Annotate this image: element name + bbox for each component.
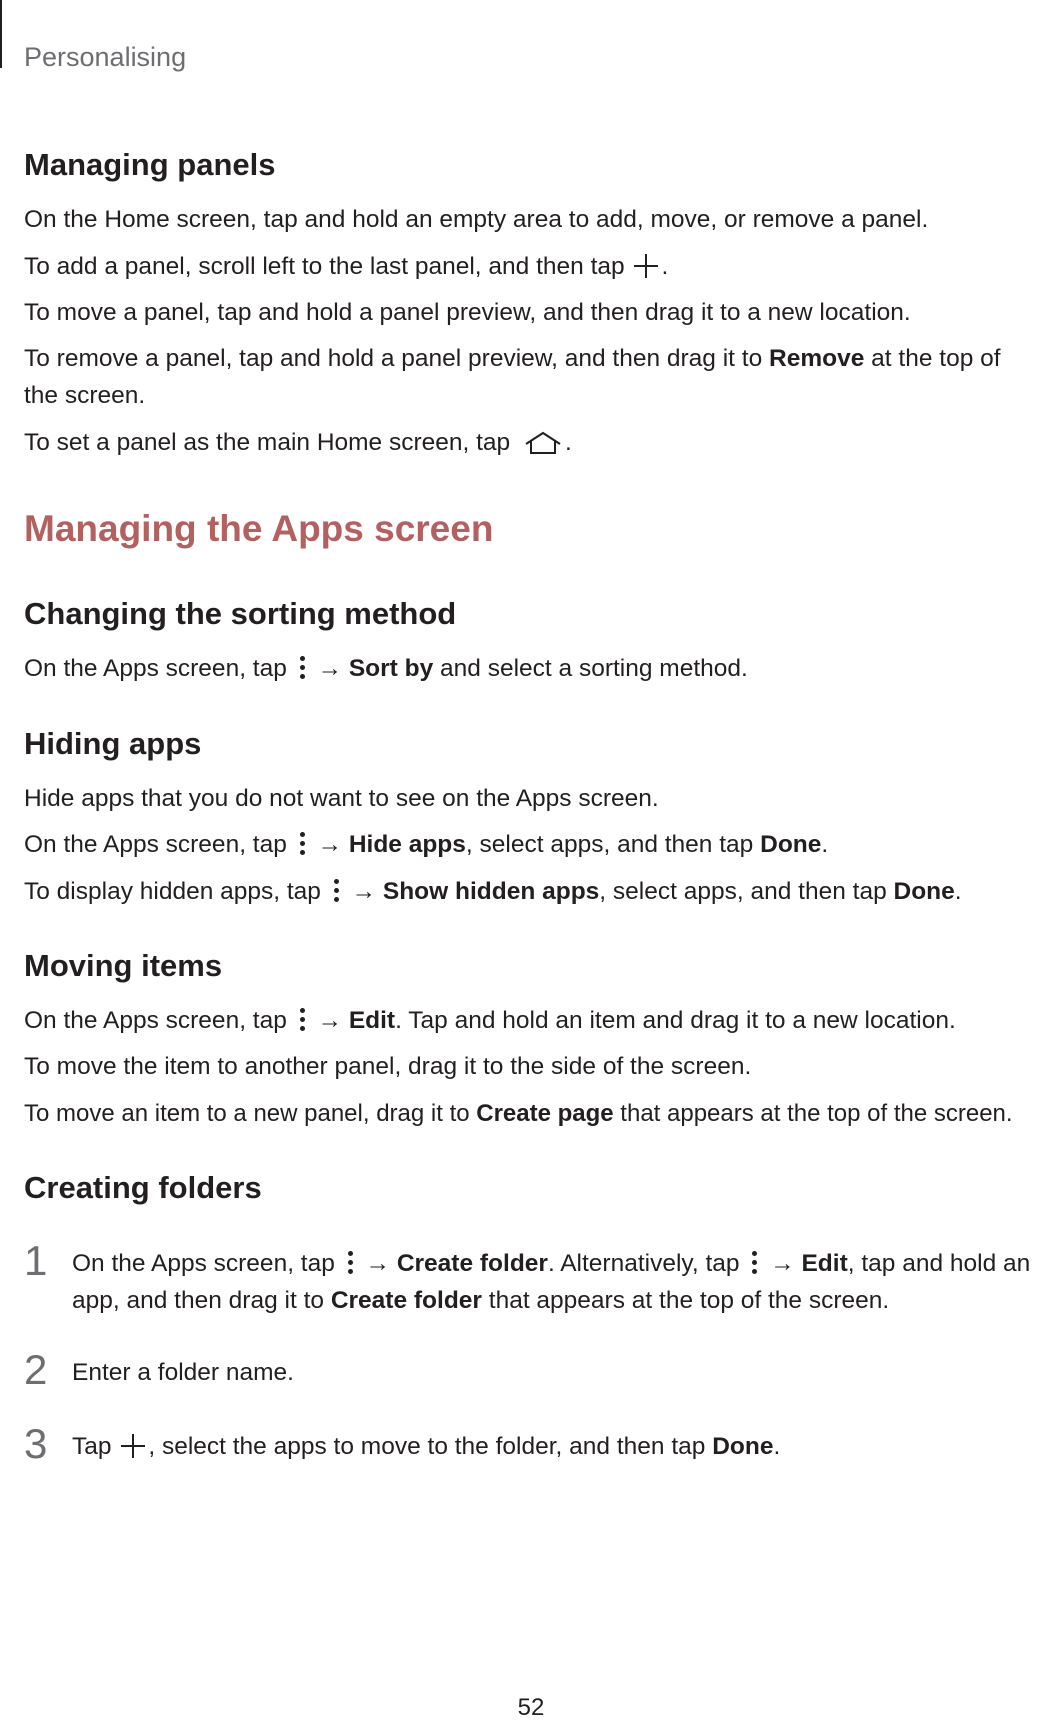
step-text: Enter a folder name. [72,1359,294,1386]
more-options-icon [749,1249,759,1277]
step-number: 3 [24,1420,48,1467]
more-options-icon [345,1249,355,1277]
more-options-icon [331,877,341,905]
panels-paragraph-4: To remove a panel, tap and hold a panel preview, and then drag it to Remove at the top of the screen. [24,345,1001,409]
hiding-paragraph-3: To display hidden apps, tap → Show hidden apps, select apps, and then tap Done. [24,878,962,905]
managing-panels-heading: Managing panels [24,147,276,182]
plus-icon [634,254,658,278]
more-options-icon [297,830,307,858]
sorting-heading: Changing the sorting method [24,596,457,631]
page-number: 52 [517,1694,545,1721]
page-content [24,0,1054,1719]
sorting-paragraph: On the Apps screen, tap → Sort by and select a sorting method. [24,655,748,682]
moving-paragraph-3: To move an item to a new panel, drag it to Create page that appears at the top of the screen. [24,1100,1013,1127]
panels-paragraph-3: To move a panel, tap and hold a panel preview, and then drag it to a new location. [24,299,911,326]
moving-paragraph-1: On the Apps screen, tap → Edit. Tap and hold an item and drag it to a new location. [24,1007,956,1034]
section-label: Personalising [24,42,187,72]
hiding-apps-heading: Hiding apps [24,726,202,761]
panels-paragraph-5: To set a panel as the main Home screen, tap . [24,429,572,456]
more-options-icon [297,654,307,682]
panels-paragraph-2: To add a panel, scroll left to the last panel, and then tap . [24,253,669,280]
margin-rule [0,0,2,68]
creating-folders-heading: Creating folders [24,1170,262,1205]
managing-apps-screen-heading: Managing the Apps screen [24,508,494,549]
moving-paragraph-2: To move the item to another panel, drag it to the side of the screen. [24,1053,752,1080]
step-number: 2 [24,1346,48,1393]
panels-paragraph-1: On the Home screen, tap and hold an empty area to add, move, or remove a panel. [24,206,929,233]
moving-items-heading: Moving items [24,948,223,983]
hiding-paragraph-2: On the Apps screen, tap → Hide apps, select apps, and then tap Done. [24,831,829,858]
step-number: 1 [24,1237,48,1284]
step-text: Tap , select the apps to move to the folder, and then tap Done. [72,1433,781,1460]
step-text: On the Apps screen, tap → Create folder. Alternatively, tap → Edit, tap and hold an app, and then drag it to Create folder that appears at the top of the screen. [72,1250,1031,1314]
more-options-icon [297,1006,307,1034]
home-icon [523,429,563,453]
hiding-paragraph-1: Hide apps that you do not want to see on the Apps screen. [24,785,659,812]
plus-icon [121,1434,145,1458]
